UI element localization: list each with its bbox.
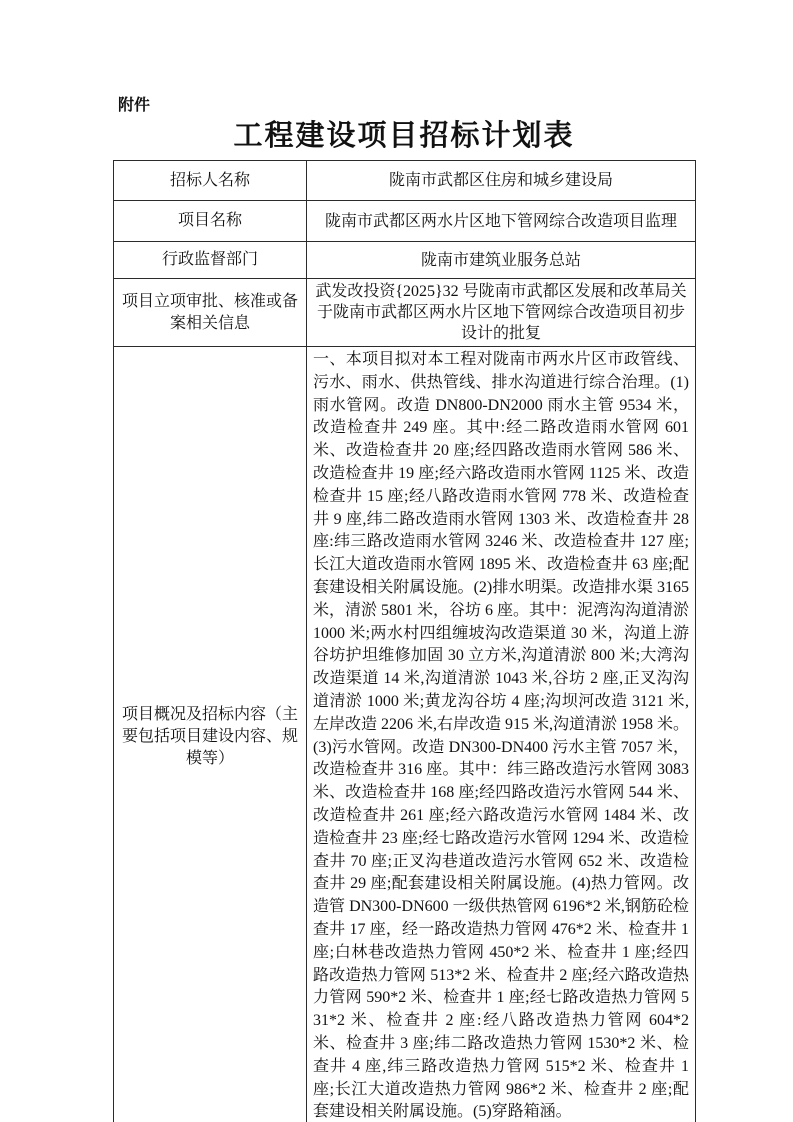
bidder-name-label: 招标人名称 xyxy=(114,161,307,201)
project-name-value: 陇南市武都区两水片区地下管网综合改造项目监理 xyxy=(307,201,696,242)
table-row-project-overview xyxy=(114,347,696,1122)
supervision-dept-value: 陇南市建筑业服务总站 xyxy=(307,242,696,279)
bidder-name-value: 陇南市武都区住房和城乡建设局 xyxy=(307,161,696,201)
table-row-supervision-dept xyxy=(114,242,696,279)
project-name-label: 项目名称 xyxy=(114,201,307,242)
table-row-approval-info xyxy=(114,279,696,347)
supervision-dept-label: 行政监督部门 xyxy=(114,242,307,279)
table-row-project-name xyxy=(114,201,696,242)
approval-info-value: 武发改投资{2025}32 号陇南市武都区发展和改革局关于陇南市武都区两水片区地下管网综合改造项目初步设计的批复 xyxy=(307,279,696,347)
table-row-bidder-name xyxy=(114,161,696,201)
project-overview-label: 项目概况及招标内容（主要包括项目建设内容、规模等） xyxy=(114,347,307,1122)
bidding-plan-table xyxy=(113,160,696,1122)
approval-info-label: 项目立项审批、核准或备案相关信息 xyxy=(114,279,307,347)
project-overview-value: 一、本项目拟对本工程对陇南市两水片区市政管线、污水、雨水、供热管线、排水沟道进行综合治理。(1)雨水管网。改造 DN800-DN2000 雨水主管 9534 米，改造检查井 249 座。其中:经二路改造雨水管网 601 米、改造检查井 20 座;经四路改造雨水管网 586 米、改造检查井 19 座;经六路改造雨水管网 1125 米、改造检查井 15 座;经八路改造雨水管网 778 米、改造检查井 9 座,纬二路改造雨水管网 1303 米、改造检查井 28 座:纬三路改造雨水管网 3246 米、改造检查井 127 座;长江大道改造雨水管网 1895 米、改造检查井 63 座;配套建设相关附属设施。(2)排水明渠。改造排水渠 3165 米，清淤 5801 米，谷坊 6 座。其中：泥湾沟沟道清淤 1000 米;两水村四组缠坡沟改造渠道 30 米，沟道上游谷坊护坦维修加固 30 立方米,沟道清淤 800 米;大湾沟改造渠道 14 米,沟道清淤 1043 米,谷坊 2 座,正叉沟沟道清淤 1000 米;黄龙沟谷坊 4 座;沟坝河改造 3121 米,左岸改造 2206 米,右岸改造 915 米,沟道清淤 1958 米。(3)污水管网。改造 DN300-DN400 污水主管 7057 米，改造检查井 316 座。其中：纬三路改造污水管网 3083 米、改造检查井 168 座;经四路改造污水管网 544 米、改造检查井 261 座;经六路改造污水管网 1484 米、改造检查井 23 座;经七路改造污水管网 1294 米、改造检查井 70 座;正叉沟巷道改造污水管网 652 米、改造检查井 29 座;配套建设相关附属设施。(4)热力管网。改造管 DN300-DN600 一级供热管网 6196*2 米,钢筋砼检查井 17 座，经一路改造热力管网 476*2 米、检查井 1 座;白林巷改造热力管网 450*2 米、检查井 1 座;经四路改造热力管网 513*2 米、检查井 2 座;经六路改造热力管网 590*2 米、检查井 1 座;经七路改造热力管网 531*2 米、检查井 2 座:经八路改造热力管网 604*2 米、检查井 3 座;纬二路改造热力管网 1530*2 米、检查井 4 座,纬三路改造热力管网 515*2 米、检查井 1 座;长江大道改造热力管网 986*2 米、检查井 2 座;配套建设相关附属设施。(5)穿路箱涵。 xyxy=(307,347,696,1122)
attachment-label: 附件 xyxy=(118,97,151,114)
page-title: 工程建设项目招标计划表 xyxy=(233,120,575,152)
